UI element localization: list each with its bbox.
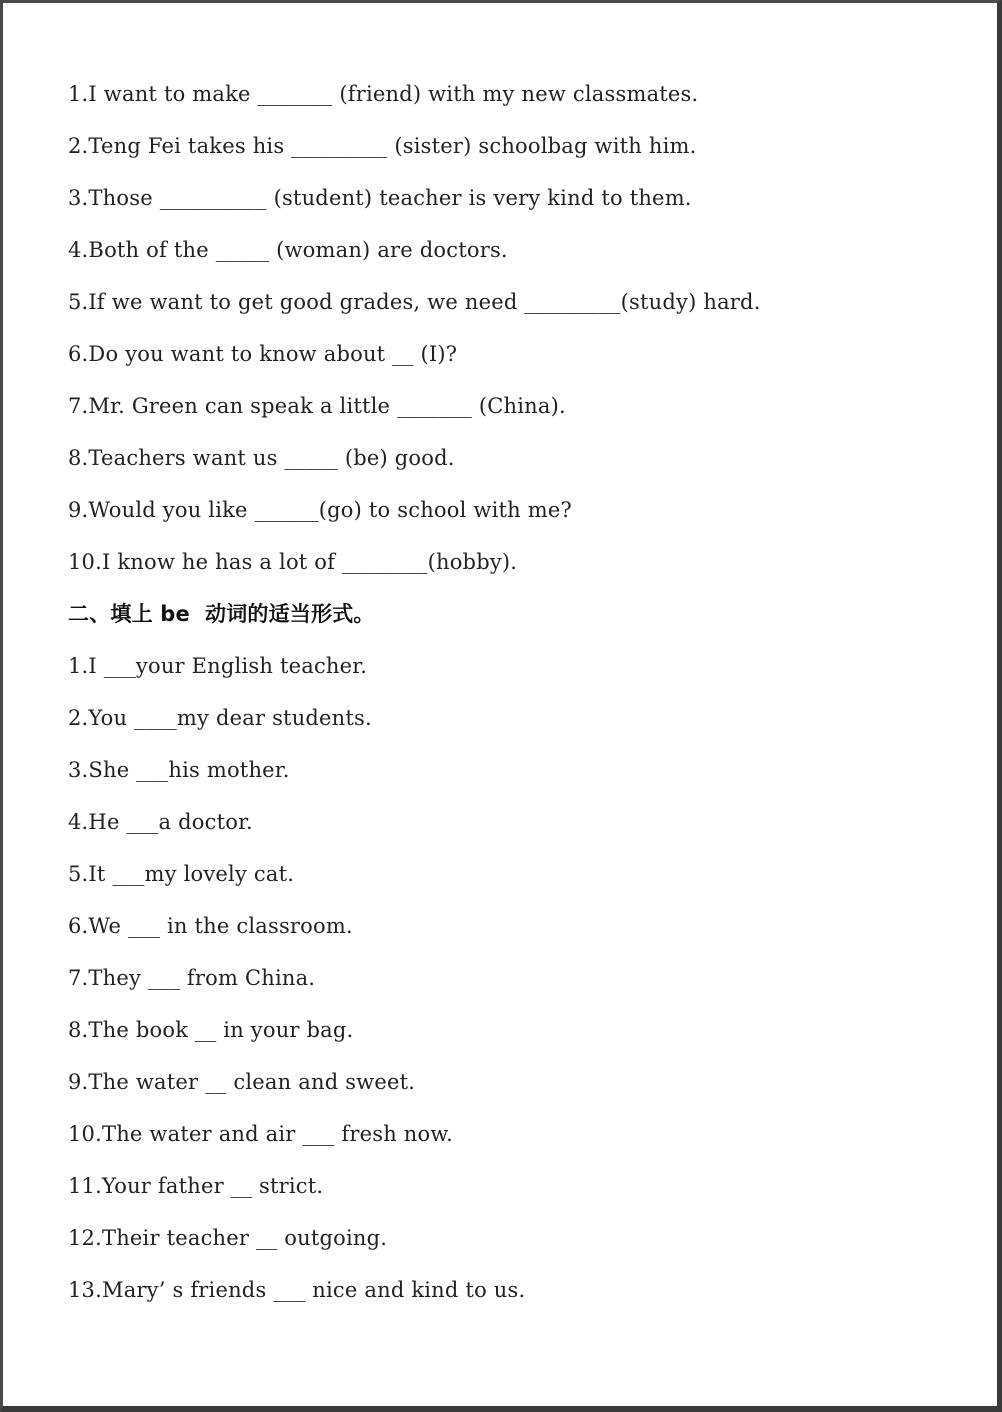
- exercise-line: 7.Mr. Green can speak a little _______ (China).: [68, 394, 566, 418]
- exercise-line: 5.It ___my lovely cat.: [68, 862, 295, 886]
- exercise-line: 5.If we want to get good grades, we need _________(study) hard.: [68, 290, 761, 314]
- exercise-line: 7.They ___ from China.: [68, 966, 316, 990]
- exercise-line: 11.Your father __ strict.: [68, 1174, 324, 1198]
- exercise-line: 2.Teng Fei takes his _________ (sister) schoolbag with him.: [68, 134, 697, 158]
- exercise-line: 9.The water __ clean and sweet.: [68, 1070, 416, 1094]
- exercise-line: 1.I ___your English teacher.: [68, 654, 368, 678]
- exercise-line: 2.You ____my dear students.: [68, 706, 372, 730]
- exercise-line: 4.He ___a doctor.: [68, 810, 253, 834]
- exercise-line: 6.We ___ in the classroom.: [68, 914, 353, 938]
- exercise-line: 6.Do you want to know about __ (I)?: [68, 342, 458, 366]
- exercise-line: 8.Teachers want us _____ (be) good.: [68, 446, 455, 470]
- exercise-line: 4.Both of the _____ (woman) are doctors.: [68, 238, 508, 262]
- exercise-line: 10.I know he has a lot of ________(hobby).: [68, 550, 518, 574]
- exercise-line: 1.I want to make _______ (friend) with my new classmates.: [68, 82, 699, 106]
- exercise-line: 13.Mary’ s friends ___ nice and kind to us.: [68, 1278, 526, 1302]
- section-heading: 二、填上 be 动词的适当形式。: [68, 602, 375, 626]
- worksheet-content: [68, 74, 968, 1322]
- exercise-line: 8.The book __ in your bag.: [68, 1018, 354, 1042]
- exercise-line: 9.Would you like ______(go) to school with me?: [68, 498, 572, 522]
- exercise-line: 10.The water and air ___ fresh now.: [68, 1122, 453, 1146]
- exercise-line: 3.Those __________ (student) teacher is very kind to them.: [68, 186, 692, 210]
- exercise-line: 3.She ___his mother.: [68, 758, 290, 782]
- exercise-line: 12.Their teacher __ outgoing.: [68, 1226, 388, 1250]
